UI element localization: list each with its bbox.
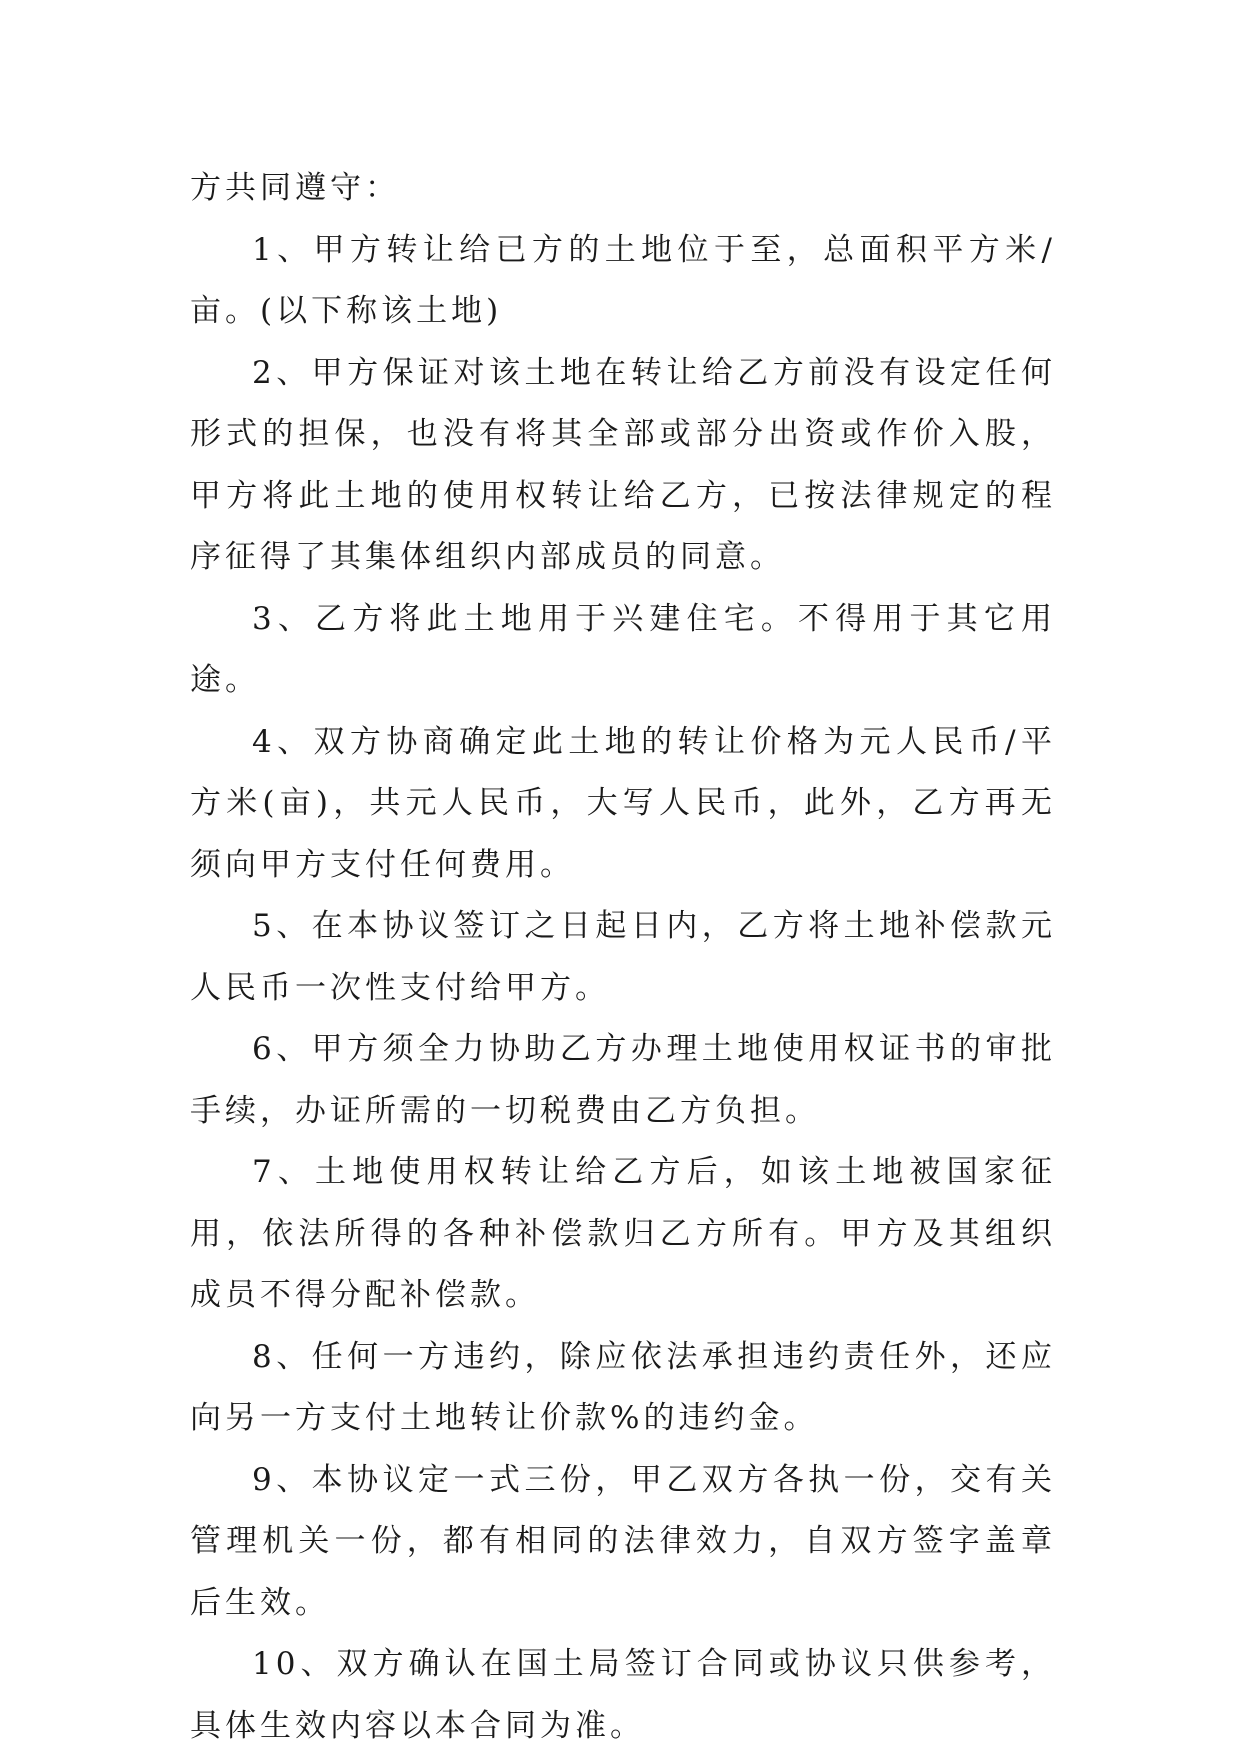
document-body — [190, 158, 1056, 1757]
paragraph-continuation: 方共同遵守： — [190, 170, 400, 206]
clause-2: 2、甲方保证对该土地在转让给乙方前没有设定任何形式的担保，也没有将其全部或部分出资或作价入股，甲方将此土地的使用权转让给乙方，已按法律规定的程序征得了其集体组织内部成员的同意。 — [190, 354, 1056, 575]
clause-8: 8、任何一方违约，除应依法承担违约责任外，还应向另一方支付土地转让价款%的违约金。 — [190, 1338, 1056, 1436]
clause-1: 1、甲方转让给已方的土地位于至，总面积平方米/亩。(以下称该土地) — [190, 231, 1056, 329]
clause-7: 7、土地使用权转让给乙方后，如该土地被国家征用，依法所得的各种补偿款归乙方所有。甲方及其组织成员不得分配补偿款。 — [190, 1154, 1056, 1313]
clause-4: 4、双方协商确定此土地的转让价格为元人民币/平方米(亩)，共元人民币，大写人民币，此外，乙方再无须向甲方支付任何费用。 — [190, 723, 1056, 883]
clause-5: 5、在本协议签订之日起日内，乙方将土地补偿款元人民币一次性支付给甲方。 — [190, 908, 1056, 1006]
clause-9: 9、本协议定一式三份，甲乙双方各执一份，交有关管理机关一份，都有相同的法律效力，自双方签字盖章后生效。 — [190, 1461, 1056, 1621]
clause-6: 6、甲方须全力协助乙方办理土地使用权证书的审批手续，办证所需的一切税费由乙方负担。 — [190, 1031, 1056, 1129]
clause-3: 3、乙方将此土地用于兴建住宅。不得用于其它用途。 — [190, 600, 1056, 698]
clause-10: 10、双方确认在国土局签订合同或协议只供参考，具体生效内容以本合同为准。 — [190, 1646, 1056, 1744]
